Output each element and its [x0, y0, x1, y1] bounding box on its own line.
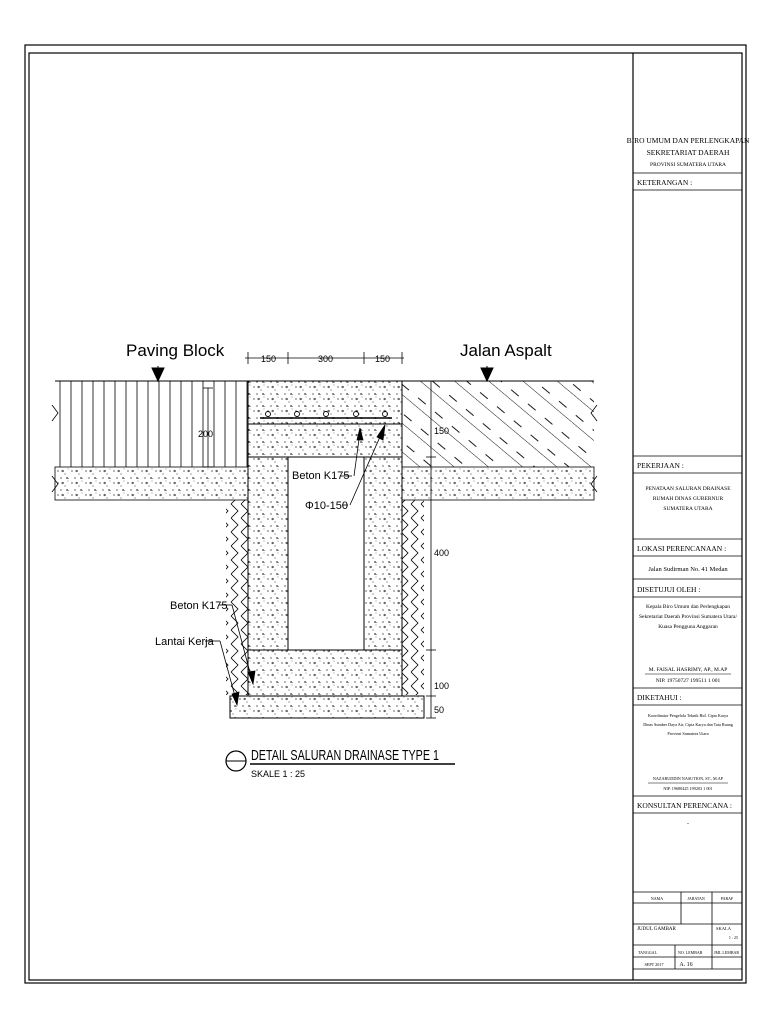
wall-top-band — [248, 424, 402, 457]
paving-arrow — [152, 366, 164, 381]
no-lembar-value: A. 16 — [679, 962, 693, 968]
tanggal-value: SEPT 2017 — [644, 962, 664, 967]
paving-block-label: Paving Block — [126, 341, 225, 360]
org-line-3: PROVINSI SUMATERA UTARA — [650, 162, 726, 168]
beton-k175-inner-label: Beton K175 — [292, 470, 350, 482]
lokasi-label: LOKASI PERENCANAAN : — [637, 544, 727, 553]
org-line-2: SEKRETARIAT DAERAH — [646, 148, 730, 157]
soil-left — [226, 500, 248, 695]
drawing-title: DETAIL SALURAN DRAINASE TYPE 1 — [251, 747, 439, 764]
drawing-scale: SKALE 1 : 25 — [251, 769, 306, 779]
drainage-section — [52, 341, 597, 779]
dim-300: 300 — [318, 354, 334, 364]
rebar-label: Φ10-150 — [305, 500, 349, 512]
dim-150-vertical: 150 — [434, 426, 450, 436]
diketahui-nip: NIP. 19680425 199203 1 001 — [663, 786, 713, 791]
dim-400: 400 — [434, 548, 450, 558]
dim-100: 100 — [434, 681, 450, 691]
lantai-kerja-label: Lantai Kerja — [155, 636, 214, 648]
diketahui-line-2: Dinas Sumber Daya Air, Cipta Karya dan Tata Ruang — [643, 722, 733, 727]
base-layer-left — [55, 467, 248, 500]
col-paraf: PARAF — [720, 896, 734, 901]
pekerjaan-line-3: SUMATERA UTARA — [663, 506, 713, 512]
disetujui-label: DISETUJUI OLEH : — [637, 585, 701, 594]
diketahui-label: DIKETAHUI : — [637, 693, 682, 702]
konsultan-value: - — [687, 821, 689, 827]
disetujui-line-2: Sekretariat Daerah Provinsi Sumatera Utara/ — [638, 614, 738, 620]
keterangan-label: KETERANGAN : — [637, 178, 693, 187]
wall-left — [248, 457, 288, 650]
pekerjaan-label: PEKERJAAN : — [637, 461, 684, 470]
wall-right — [364, 457, 402, 650]
konsultan-label: KONSULTAN PERENCANA : — [637, 801, 732, 810]
paving-block-layer — [55, 381, 248, 467]
dim-200: 200 — [198, 429, 214, 439]
pekerjaan-line-2: RUMAH DINAS GUBERNUR — [652, 496, 724, 502]
pekerjaan-line-1: PENATAAN SALURAN DRAINASE — [645, 486, 731, 492]
col-jabatan: JABATAN — [687, 896, 705, 901]
jalan-aspalt-label: Jalan Aspalt — [460, 341, 552, 360]
disetujui-line-1: Kepala Biro Umum dan Perlengkapan — [645, 604, 731, 610]
diketahui-line-1: Koordinator Pengelola Teknik Bid. Cipta Karya — [647, 713, 729, 718]
soil-right — [402, 500, 424, 695]
channel-floor — [248, 650, 402, 696]
title-block-text — [627, 136, 750, 968]
disetujui-nip: NIP. 19750727 199511 1 001 — [655, 678, 721, 684]
diketahui-line-3: Provinsi Sumatera Utara — [667, 731, 709, 736]
col-nama: NAMA — [650, 896, 664, 901]
skala-label: SKALA — [716, 926, 732, 931]
lokasi-value: Jalan Sudirman No. 41 Medan — [648, 566, 728, 573]
tanggal-label: TANGGAL — [638, 950, 658, 955]
dim-150-right: 150 — [375, 354, 391, 364]
beton-k175-outer-label: Beton K175 — [170, 600, 228, 612]
disetujui-name: M. FAISAL HASRIMY, AP., M.AP — [648, 667, 728, 673]
dim-150-left: 150 — [261, 354, 277, 364]
jml-lembar-label: JML LEMBAR — [714, 950, 740, 955]
lantai-kerja-layer — [230, 696, 424, 718]
org-line-1: BIRO UMUM DAN PERLENGKAPAN — [626, 136, 750, 145]
diketahui-name: NAZARUDDIN NASUTION, ST., M.AP — [652, 776, 724, 781]
skala-value: 1 : 25 — [728, 935, 738, 940]
disetujui-line-3: Kuasa Pengguna Anggaran — [658, 624, 718, 630]
no-lembar-label: NO. LEMBAR — [678, 950, 703, 955]
dim-50: 50 — [434, 705, 445, 715]
aspalt-arrow — [481, 366, 493, 381]
channel-opening — [288, 457, 364, 650]
judul-gambar-label: JUDUL GAMBAR — [637, 927, 676, 932]
